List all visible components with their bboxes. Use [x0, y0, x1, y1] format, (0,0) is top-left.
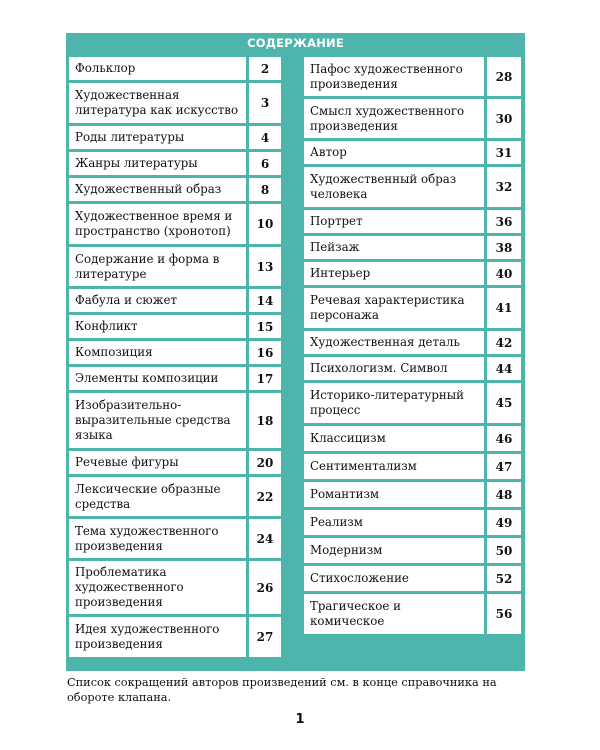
toc-header: СОДЕРЖАНИЕ [247, 36, 344, 50]
toc-entry-page: 16 [249, 341, 281, 364]
toc-entry-page: 48 [487, 482, 521, 507]
toc-row[interactable] [69, 617, 281, 657]
toc-row[interactable] [304, 141, 521, 164]
toc-entry-title: Композиция [69, 341, 246, 364]
toc-row[interactable] [69, 247, 281, 286]
toc-row[interactable] [69, 315, 281, 338]
toc-entry-page: 32 [487, 167, 521, 207]
toc-entry-page: 3 [249, 83, 281, 123]
toc-entry-page: 49 [487, 510, 521, 535]
toc-row[interactable] [304, 482, 521, 507]
toc-entry-page: 6 [249, 152, 281, 175]
toc-entry-page: 56 [487, 594, 521, 634]
toc-row[interactable] [69, 451, 281, 474]
toc-row[interactable] [304, 210, 521, 233]
toc-entry-page: 2 [249, 57, 281, 80]
toc-entry-title: Роды литературы [69, 126, 246, 149]
toc-entry-title: Портрет [304, 210, 484, 233]
toc-entry-title: Историко-литературный процесс [304, 383, 484, 423]
toc-entry-page: 24 [249, 519, 281, 558]
toc-entry-page: 42 [487, 331, 521, 354]
toc-entry-page: 26 [249, 561, 281, 614]
toc-entry-title: Классицизм [304, 426, 484, 451]
toc-entry-page: 40 [487, 262, 521, 285]
toc-entry-page: 27 [249, 617, 281, 657]
toc-entry-title: Лексические образные средства [69, 477, 246, 516]
toc-entry-title: Трагическое и комическое [304, 594, 484, 634]
toc-row[interactable] [69, 57, 281, 80]
toc-entry-title: Конфликт [69, 315, 246, 338]
toc-row[interactable] [304, 357, 521, 380]
toc-row[interactable] [304, 167, 521, 207]
toc-entry-title: Смысл художественного произведения [304, 99, 484, 138]
toc-right-column [304, 57, 521, 634]
toc-entry-page: 20 [249, 451, 281, 474]
toc-entry-page: 44 [487, 357, 521, 380]
toc-row[interactable] [69, 561, 281, 614]
toc-row[interactable] [69, 83, 281, 123]
toc-entry-page: 36 [487, 210, 521, 233]
toc-entry-page: 38 [487, 236, 521, 259]
toc-entry-page: 15 [249, 315, 281, 338]
toc-entry-title: Художественная деталь [304, 331, 484, 354]
toc-entry-title: Пафос художественного произведения [304, 57, 484, 96]
toc-entry-page: 31 [487, 141, 521, 164]
page-number: 1 [295, 712, 305, 727]
toc-entry-title: Фабула и сюжет [69, 289, 246, 312]
toc-row[interactable] [69, 519, 281, 558]
toc-entry-title: Стихосложение [304, 566, 484, 591]
toc-entry-title: Жанры литературы [69, 152, 246, 175]
toc-row[interactable] [304, 236, 521, 259]
toc-entry-page: 41 [487, 288, 521, 328]
toc-entry-title: Модернизм [304, 538, 484, 563]
toc-entry-title: Реализм [304, 510, 484, 535]
toc-entry-title: Проблематика художественного произведения [69, 561, 246, 614]
toc-row[interactable] [304, 331, 521, 354]
toc-row[interactable] [304, 510, 521, 535]
toc-row[interactable] [69, 341, 281, 364]
toc-row[interactable] [304, 383, 521, 423]
toc-entry-title: Сентиментализм [304, 454, 484, 479]
toc-entry-page: 46 [487, 426, 521, 451]
toc-entry-page: 22 [249, 477, 281, 516]
toc-entry-page: 28 [487, 57, 521, 96]
toc-entry-title: Художественное время и пространство (хронотоп) [69, 204, 246, 244]
toc-entry-title: Идея художественного произведения [69, 617, 246, 657]
toc-entry-title: Содержание и форма в литературе [69, 247, 246, 286]
toc-row[interactable] [304, 538, 521, 563]
toc-entry-page: 4 [249, 126, 281, 149]
toc-entry-title: Художественный образ человека [304, 167, 484, 207]
toc-row[interactable] [69, 152, 281, 175]
toc-entry-title: Тема художественного произведения [69, 519, 246, 558]
toc-entry-page: 10 [249, 204, 281, 244]
toc-entry-title: Психологизм. Символ [304, 357, 484, 380]
footnote: Список сокращений авторов произведений см. в конце справочника на обороте клапана. [67, 676, 497, 704]
toc-entry-page: 47 [487, 454, 521, 479]
toc-row[interactable] [69, 204, 281, 244]
toc-entry-page: 50 [487, 538, 521, 563]
toc-row[interactable] [69, 178, 281, 201]
toc-row[interactable] [304, 594, 521, 634]
toc-row[interactable] [304, 566, 521, 591]
toc-entry-title: Элементы композиции [69, 367, 246, 390]
toc-row[interactable] [304, 288, 521, 328]
toc-entry-title: Изобразительно-выразительные средства языка [69, 393, 246, 448]
toc-entry-page: 17 [249, 367, 281, 390]
toc-entry-page: 13 [249, 247, 281, 286]
toc-row[interactable] [304, 426, 521, 451]
toc-row[interactable] [69, 477, 281, 516]
toc-entry-title: Пейзаж [304, 236, 484, 259]
toc-row[interactable] [304, 262, 521, 285]
toc-entry-page: 30 [487, 99, 521, 138]
toc-row[interactable] [69, 126, 281, 149]
toc-row[interactable] [69, 367, 281, 390]
toc-row[interactable] [69, 393, 281, 448]
toc-entry-title: Художественная литература как искусство [69, 83, 246, 123]
toc-left-column [69, 57, 281, 657]
toc-entry-page: 14 [249, 289, 281, 312]
toc-entry-page: 18 [249, 393, 281, 448]
toc-entry-title: Речевые фигуры [69, 451, 246, 474]
toc-row[interactable] [304, 57, 521, 96]
toc-entry-title: Автор [304, 141, 484, 164]
toc-entry-page: 52 [487, 566, 521, 591]
toc-entry-page: 8 [249, 178, 281, 201]
table-of-contents [66, 33, 525, 671]
toc-entry-title: Романтизм [304, 482, 484, 507]
toc-row[interactable] [304, 454, 521, 479]
toc-entry-title: Речевая характеристика персонажа [304, 288, 484, 328]
toc-entry-title: Художественный образ [69, 178, 246, 201]
toc-row[interactable] [304, 99, 521, 138]
toc-entry-title: Фольклор [69, 57, 246, 80]
toc-entry-page: 45 [487, 383, 521, 423]
toc-row[interactable] [69, 289, 281, 312]
toc-entry-title: Интерьер [304, 262, 484, 285]
